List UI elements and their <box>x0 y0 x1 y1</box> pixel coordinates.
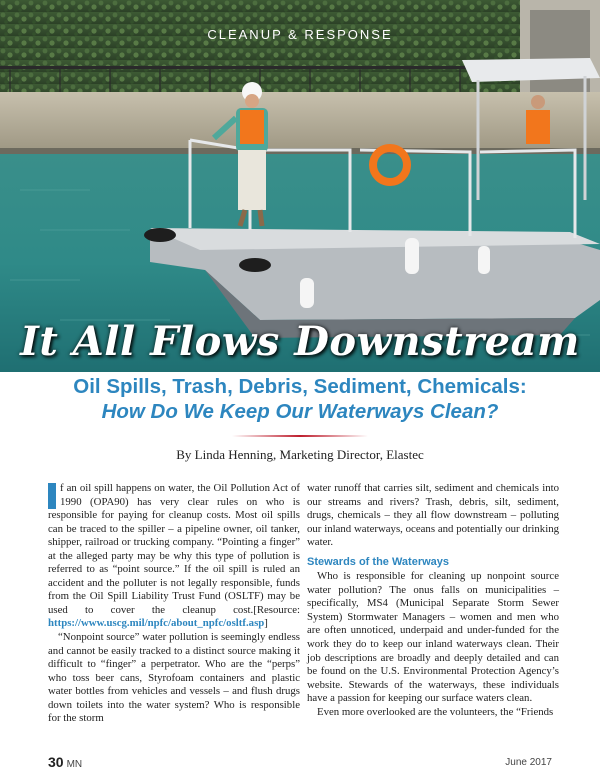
hero-photo <box>0 0 600 372</box>
article-title: It All Flows Downstream <box>20 318 580 365</box>
drop-cap-bar <box>48 483 56 509</box>
paragraph-2: “Nonpoint source” water pollution is seemingly endless and cannot be easily tracked to a distinct source making it difficult to “finger” a perpetrator. Who are the “perps” who toss beer cans, Styrofoam containers and plastic water bottles from vehicles and vessels – and flush drugs down toilets into the water system? Who is responsible for the storm <box>48 631 300 725</box>
paragraph-1-text: f an oil spill happens on water, the Oil Pollution Act of 1990 (OPA90) has very clear rules on who is responsible for paying for cleanup costs. Most oil spills can be traced to the spiller – a pipeline owner, oil tanker, shipper, railroad or trucking company. “Pointing a finger” at the alleged party may be why this type of pollution is referred to as “point source.” If the oil spill is ruled an accident and the polluter is not legally responsible, funds from the Oil Spill Liability Trust Fund (OSLTF) may be used to cover the cleanup cost.[Resource: <box>48 482 300 616</box>
article-column-2 <box>307 482 559 719</box>
paragraph-3: water runoff that carries silt, sediment and chemicals into our streams and rivers? Trash, debris, silt, sediment, drugs, chemicals – they all flow downstream – polluting our inland waterways, oceans and potentially our drinking water. <box>307 482 559 549</box>
subtitle-line-1: Oil Spills, Trash, Debris, Sediment, Chemicals: <box>73 375 527 398</box>
article-subtitle <box>0 374 600 424</box>
paragraph-4: Who is responsible for cleaning up nonpoint source water pollution? The onus falls on municipalities – specifically, MS4 (Municipal Separate Storm Sewer System) Stormwater Managers – women and men who are often unnoticed, underpaid and under-funded for the work they do to keep our inland waterways clean. Their job descriptions are broadly and deeply detailed and can be found on the U.S. Environmental Protection Agency’s website. Stewards of the waterways, these individuals have a passion for keeping our surface waters clean. <box>307 570 559 705</box>
magazine-name: MN <box>66 759 83 770</box>
page-number: 30 <box>48 754 64 770</box>
section-label: CLEANUP & RESPONSE <box>207 27 393 42</box>
boat-on-river-illustration <box>0 0 600 372</box>
paragraph-5: Even more overlooked are the volunteers, the “Friends <box>317 705 554 718</box>
footer-left <box>48 754 82 772</box>
section-subhead: Stewards of the Waterways <box>307 555 450 568</box>
issue-date: June 2017 <box>505 757 552 768</box>
article-column-1 <box>48 482 300 726</box>
osltf-resource-link[interactable]: https://www.uscg.mil/npfc/about_npfc/osltf.asp <box>48 617 265 630</box>
byline: By Linda Henning, Marketing Director, Elastec <box>176 447 424 462</box>
paragraph-1 <box>48 482 300 631</box>
decorative-rule <box>232 435 368 437</box>
subtitle-line-2: How Do We Keep Our Waterways Clean? <box>101 400 499 423</box>
paragraph-1-end: ] <box>264 617 268 630</box>
